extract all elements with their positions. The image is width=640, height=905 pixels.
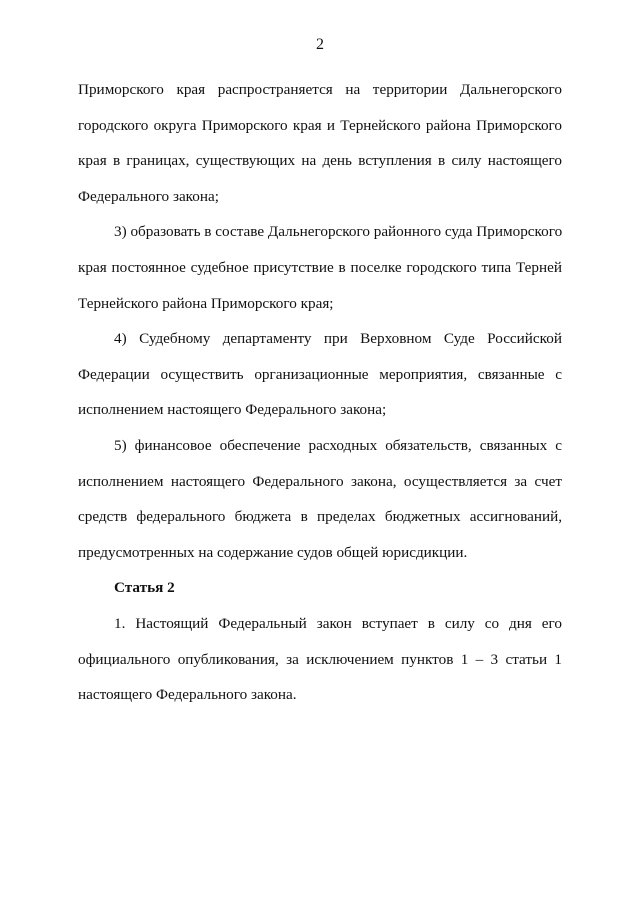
document-body (78, 72, 562, 713)
text-line: исполнением настоящего Федерального закона, осуществляется за счет (78, 472, 562, 490)
paragraph-item-4 (78, 321, 562, 428)
text-line: Тернейского района Приморского края; (78, 294, 334, 312)
paragraph-article-2-item-1 (78, 606, 562, 713)
page-number: 2 (316, 36, 324, 53)
text-line: исполнением настоящего Федерального закона; (78, 401, 387, 419)
paragraph-item-3 (78, 214, 562, 321)
text-line: 5) финансовое обеспечение расходных обязательств, связанных с (114, 436, 562, 454)
paragraph-item-5 (78, 428, 562, 570)
article-heading: Статья 2 (114, 579, 175, 597)
text-line: Приморского края распространяется на территории Дальнегорского (78, 81, 562, 98)
text-line: официального опубликования, за исключением пунктов 1 – 3 статьи 1 (78, 650, 562, 668)
text-line: 4) Судебному департаменту при Верховном Суде Российской (114, 330, 562, 348)
text-line: средств федерального бюджета в пределах бюджетных ассигнований, (78, 508, 562, 526)
text-line: городского округа Приморского края и Тернейского района Приморского (78, 116, 562, 134)
text-line: края в границах, существующих на день вступления в силу настоящего (78, 152, 562, 170)
text-line: 3) образовать в составе Дальнегорского районного суда Приморского (114, 223, 563, 241)
text-line: 1. Настоящий Федеральный закон вступает в силу со дня его (114, 614, 562, 632)
paragraph-territory (78, 72, 562, 214)
text-line: края постоянное судебное присутствие в поселке городского типа Терней (78, 258, 562, 276)
text-line: настоящего Федерального закона. (78, 686, 297, 704)
text-line: Федерального закона; (78, 187, 219, 205)
text-line: Федерации осуществить организационные мероприятия, связанные с (78, 365, 562, 383)
text-line: предусмотренных на содержание судов общей юрисдикции. (78, 543, 468, 561)
